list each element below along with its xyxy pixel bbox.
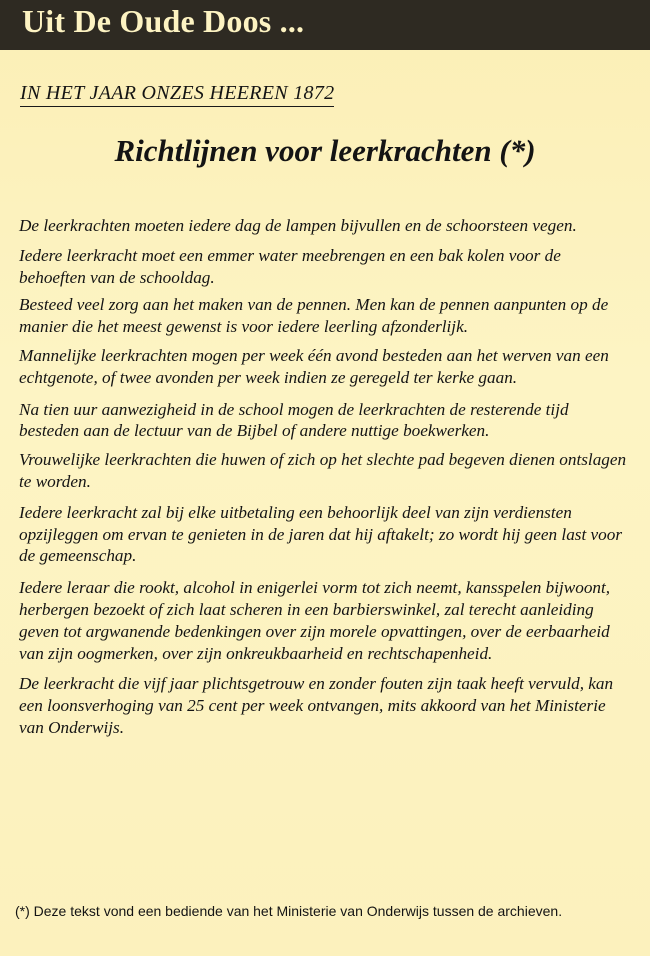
rule-paragraph: Na tien uur aanwezigheid in de school mogen de leerkrachten de resterende tijd besteden aan de lectuur van de Bijbel of andere nuttige boekwerken. xyxy=(19,399,569,441)
rule-paragraph: Besteed veel zorg aan het maken van de pennen. Men kan de pennen aanpunten op de manier die het meest gewenst is voor iedere leerling afzonderlijk. xyxy=(19,295,609,337)
header-bar xyxy=(0,0,650,50)
article-title: Richtlijnen voor leerkrachten (*) xyxy=(114,133,536,168)
rule-paragraph: De leerkracht die vijf jaar plichtsgetrouw en zonder fouten zijn taak heeft vervuld, kan een loonsverhoging van 25 cent per week ontvangen, mits akkoord van het Ministerie van Onderwijs. xyxy=(19,674,614,737)
rule-paragraph: Iedere leerkracht zal bij elke uitbetaling een behoorlijk deel van zijn verdiensten opzijleggen om ervan te genieten in de jaren dat hij aftakelt; zo wordt hij geen last voor de gemeenschap. xyxy=(19,502,623,566)
rule-paragraph: De leerkrachten moeten iedere dag de lampen bijvullen en de schoorsteen vegen. xyxy=(19,216,577,235)
rule-paragraph: Mannelijke leerkrachten mogen per week één avond besteden aan het werven van een echtgenote, of twee avonden per week indien ze geregeld ter kerke gaan. xyxy=(19,345,609,387)
rule-paragraph: Vrouwelijke leerkrachten die huwen of zich op het slechte pad begeven dienen ontslagen te worden. xyxy=(19,450,627,491)
rule-paragraph: Iedere leraar die rookt, alcohol in enigerlei vorm tot zich neemt, kansspelen bijwoont, herbergen bezoekt of zich laat scheren in een barbierswinkel, zal terecht aanleiding geven tot argwanende bedenkingen over zijn morele opvattingen, over de eerbaarheid van zijn oogmerken, over zijn onkreukbaarheid en rechtschapenheid. xyxy=(19,578,611,663)
header-title: Uit De Oude Doos ... xyxy=(22,3,305,39)
rules-list xyxy=(19,215,631,748)
footnote: (*) Deze tekst vond een bediende van het Ministerie van Onderwijs tussen de archieven. xyxy=(15,903,563,919)
rule-paragraph: Iedere leerkracht moet een emmer water meebrengen en een bak kolen voor de behoeften van de schooldag. xyxy=(19,245,561,287)
year-line: IN HET JAAR ONZES HEEREN 1872 xyxy=(20,82,334,107)
